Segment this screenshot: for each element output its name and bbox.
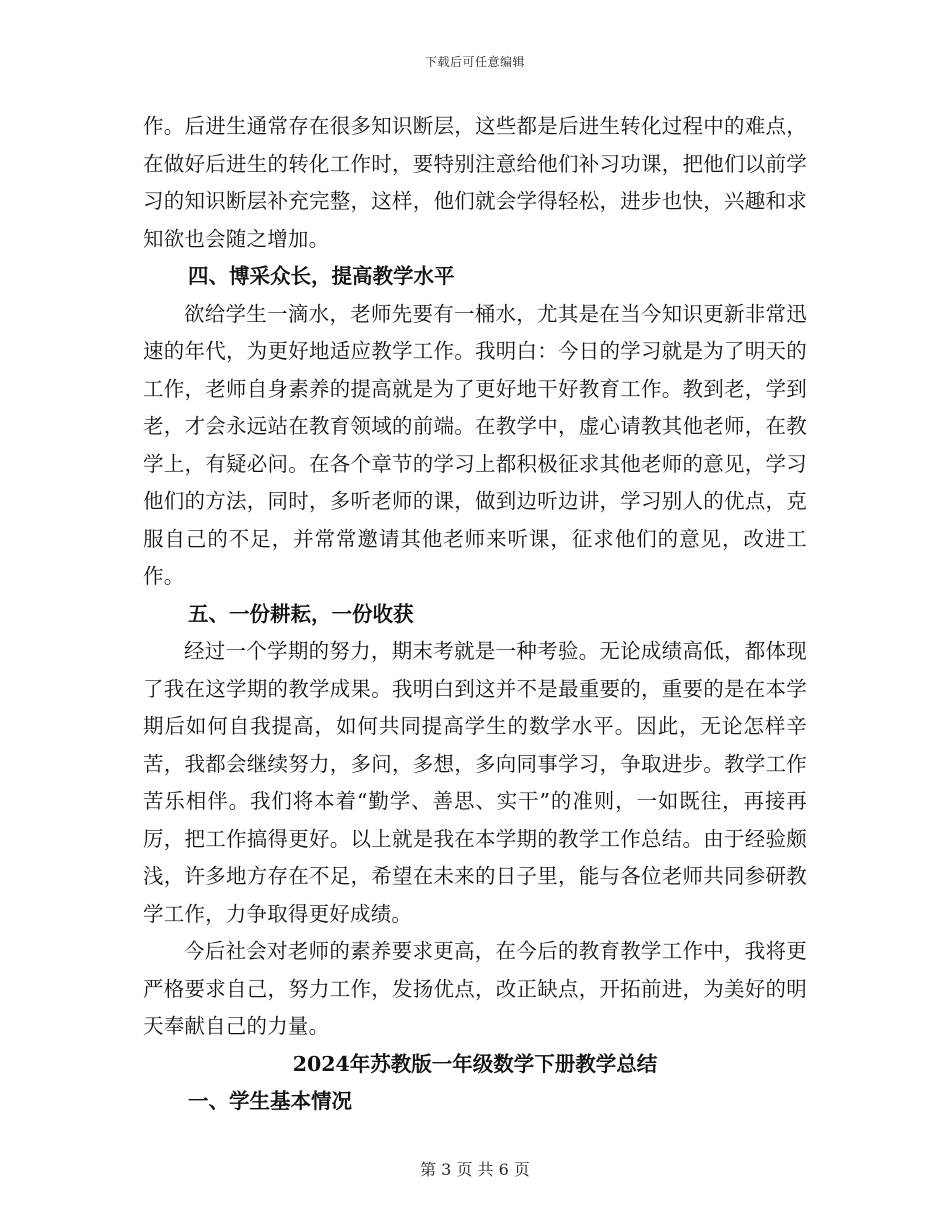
document-body xyxy=(143,108,807,1121)
document-title: 2024年苏教版一年级数学下册教学总结 xyxy=(292,1051,658,1076)
section-heading-5: 五、一份耕耘，一份收获 xyxy=(188,601,414,626)
header-note: 下载后可任意编辑 xyxy=(424,55,525,69)
paragraph-closing: 今后社会对老师的素养要求更高，在今后的教育教学工作中，我将更严格要求自己，努力工作，发扬优点，改正缺点，开拓前进，为美好的明天奉献自己的力量。 xyxy=(143,939,807,1038)
section-heading-1: 一、学生基本情况 xyxy=(188,1089,352,1113)
section-heading-4: 四、博采众长，提高教学水平 xyxy=(188,264,455,288)
paragraph-section-4: 欲给学生一滴水，老师先要有一桶水，尤其是在当今知识更新非常迅速的年代，为更好地适应教学工作。我明白：今日的学习就是为了明天的工作，老师自身素养的提高就是为了更好地干好教育工作。教到老，学到老，才会永远站在教育领域的前端。在教学中，虚心请教其他老师，在教学上，有疑必问。在各个章节的学习上都积极征求其他老师的意见，学习他们的方法，同时，多听老师的课，做到边听边讲，学习别人的优点，克服自己的不足，并常常邀请其他老师来听课，征求他们的意见，改进工作。 xyxy=(143,301,807,588)
paragraph-section-5: 经过一个学期的努力，期末考就是一种考验。无论成绩高低，都体现了我在这学期的教学成果。我明白到这并不是最重要的，重要的是在本学期后如何自我提高，如何共同提高学生的数学水平。因此，无论怎样辛苦，我都会继续努力，多问，多想，多向同事学习，争取进步。教学工作苦乐相伴。我们将本着“勤学、善思、实干”的准则，一如既往，再接再厉，把工作搞得更好。以上就是我在本学期的教学工作总结。由于经验颇浅，许多地方存在不足，希望在未来的日子里，能与各位老师共同参研教学工作，力争取得更好成绩。 xyxy=(143,639,807,926)
paragraph-continued: 作。后进生通常存在很多知识断层，这些都是后进生转化过程中的难点，在做好后进生的转化工作时，要特别注意给他们补习功课，把他们以前学习的知识断层补充完整，这样，他们就会学得轻松，进步也快，兴趣和求知欲也会随之增加。 xyxy=(143,114,807,251)
page-number: 第 3 页 共 6 页 xyxy=(420,1160,530,1179)
